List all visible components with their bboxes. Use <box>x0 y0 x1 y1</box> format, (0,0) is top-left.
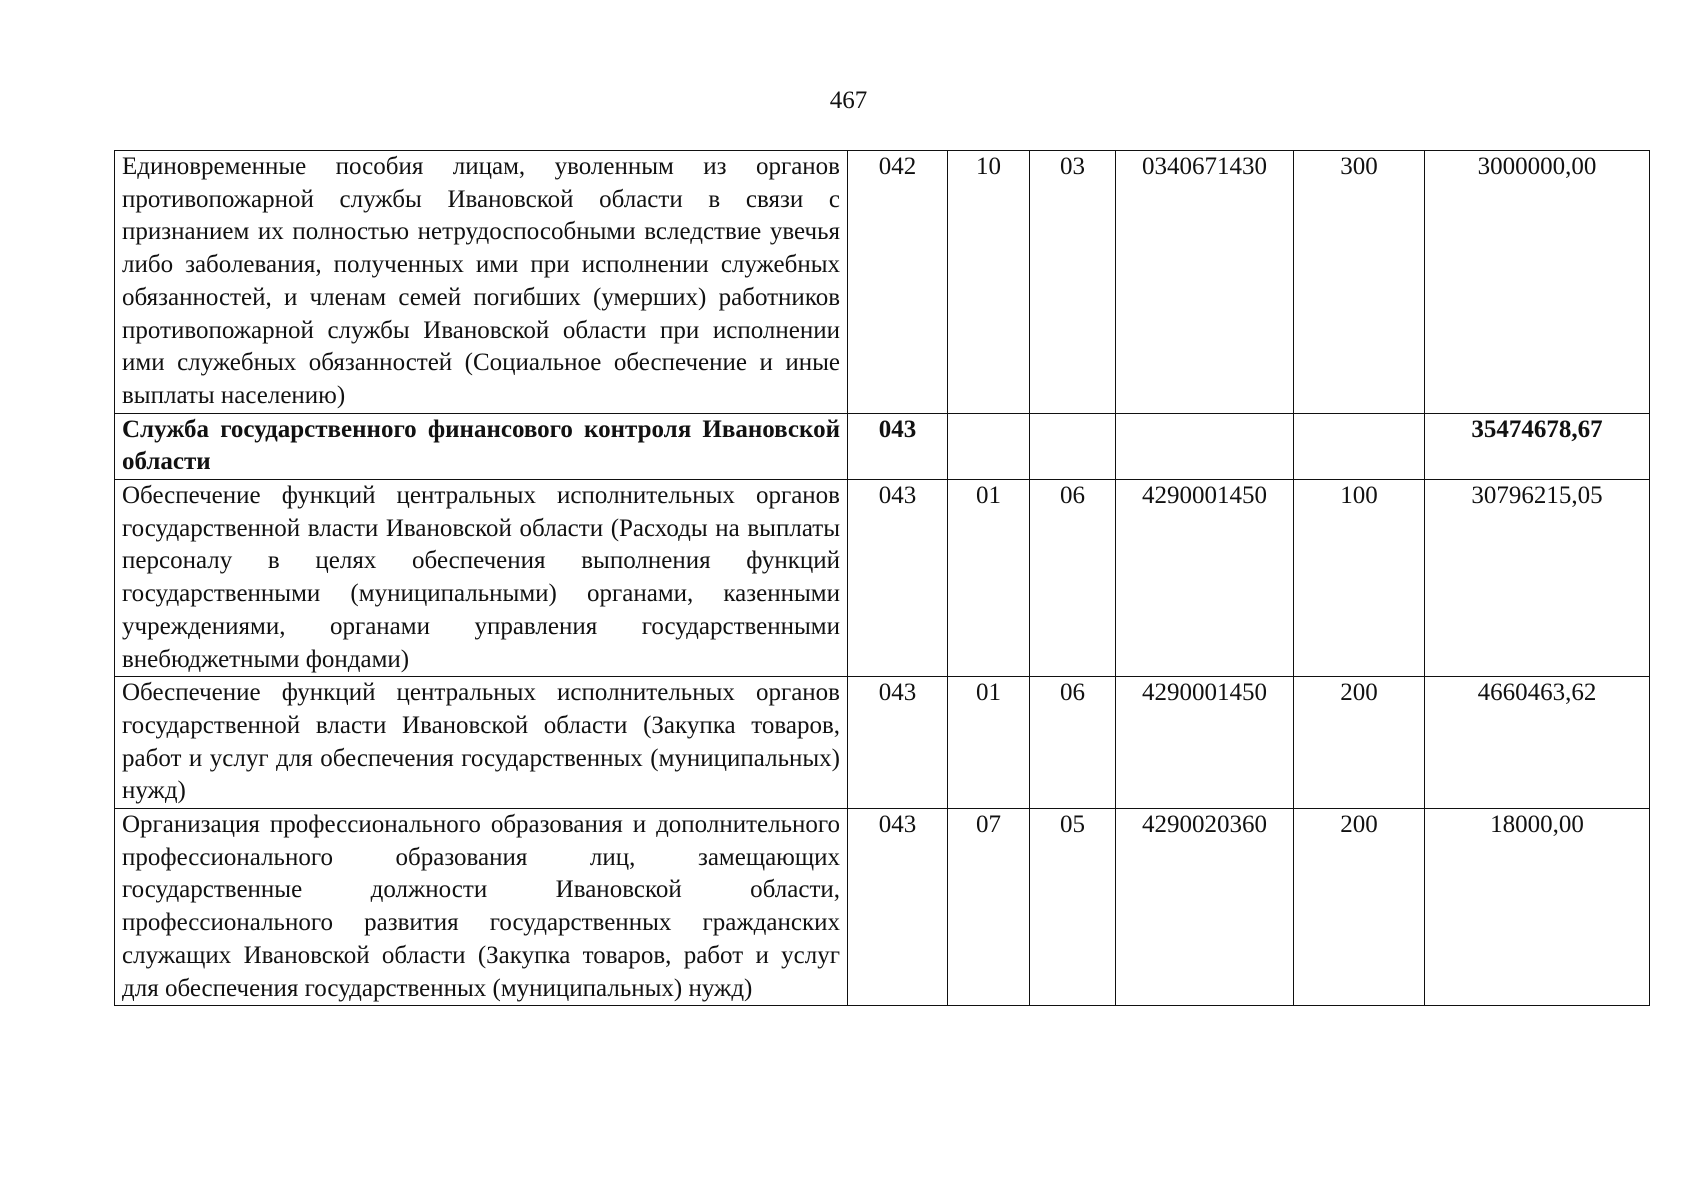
row-amount: 30796215,05 <box>1425 480 1650 677</box>
row-amount: 18000,00 <box>1425 809 1650 1006</box>
row-target-article: 4290001450 <box>1116 677 1294 809</box>
row-expense-type <box>1294 413 1425 479</box>
table-row <box>115 677 1650 809</box>
table-row <box>115 151 1650 414</box>
row-ministry-code: 043 <box>848 809 948 1006</box>
row-description: Единовременные пособия лицам, уволенным из органов противопожарной службы Ивановской области в связи с признанием их полностью нетрудоспособными вследствие увечья либо заболевания, полученных ими при исполнении служебных обязанностей, и членам семей погибших (умерших) работников противопожарной службы Ивановской области при исполнении ими служебных обязанностей (Социальное обеспечение и иные выплаты населению) <box>115 151 848 414</box>
row-ministry-code: 043 <box>848 677 948 809</box>
row-section-code: 07 <box>948 809 1030 1006</box>
row-section-code: 01 <box>948 480 1030 677</box>
row-section-code: 01 <box>948 677 1030 809</box>
table-row <box>115 413 1650 479</box>
row-subsection-code: 05 <box>1030 809 1116 1006</box>
row-ministry-code: 042 <box>848 151 948 414</box>
row-expense-type: 300 <box>1294 151 1425 414</box>
row-target-article <box>1116 413 1294 479</box>
row-ministry-code: 043 <box>848 413 948 479</box>
row-description: Обеспечение функций центральных исполнительных органов государственной власти Ивановской области (Закупка товаров, работ и услуг для обеспечения государственных (муниципальных) нужд) <box>115 677 848 809</box>
row-description: Организация профессионального образования и дополнительного профессионального образования лиц, замещающих государственные должности Ивановской области, профессионального развития государственных гражданских служащих Ивановской области (Закупка товаров, работ и услуг для обеспечения государственных (муниципальных) нужд) <box>115 809 848 1006</box>
row-description: Служба государственного финансового контроля Ивановской области <box>115 413 848 479</box>
row-ministry-code: 043 <box>848 480 948 677</box>
row-target-article: 4290020360 <box>1116 809 1294 1006</box>
table-row <box>115 480 1650 677</box>
row-amount: 3000000,00 <box>1425 151 1650 414</box>
row-description: Обеспечение функций центральных исполнительных органов государственной власти Ивановской области (Расходы на выплаты персоналу в целях обеспечения выполнения функций государственными (муниципальными) органами, казенными учреждениями, органами управления государственными внебюджетными фондами) <box>115 480 848 677</box>
row-expense-type: 200 <box>1294 809 1425 1006</box>
row-section-code: 10 <box>948 151 1030 414</box>
row-section-code <box>948 413 1030 479</box>
table-row <box>115 809 1650 1006</box>
row-expense-type: 200 <box>1294 677 1425 809</box>
row-subsection-code: 06 <box>1030 677 1116 809</box>
budget-table <box>114 150 1650 1006</box>
page-number: 467 <box>829 87 868 114</box>
row-amount: 4660463,62 <box>1425 677 1650 809</box>
row-amount: 35474678,67 <box>1425 413 1650 479</box>
row-target-article: 0340671430 <box>1116 151 1294 414</box>
row-subsection-code: 03 <box>1030 151 1116 414</box>
row-expense-type: 100 <box>1294 480 1425 677</box>
row-subsection-code: 06 <box>1030 480 1116 677</box>
row-subsection-code <box>1030 413 1116 479</box>
row-target-article: 4290001450 <box>1116 480 1294 677</box>
table-body <box>115 151 1650 1006</box>
